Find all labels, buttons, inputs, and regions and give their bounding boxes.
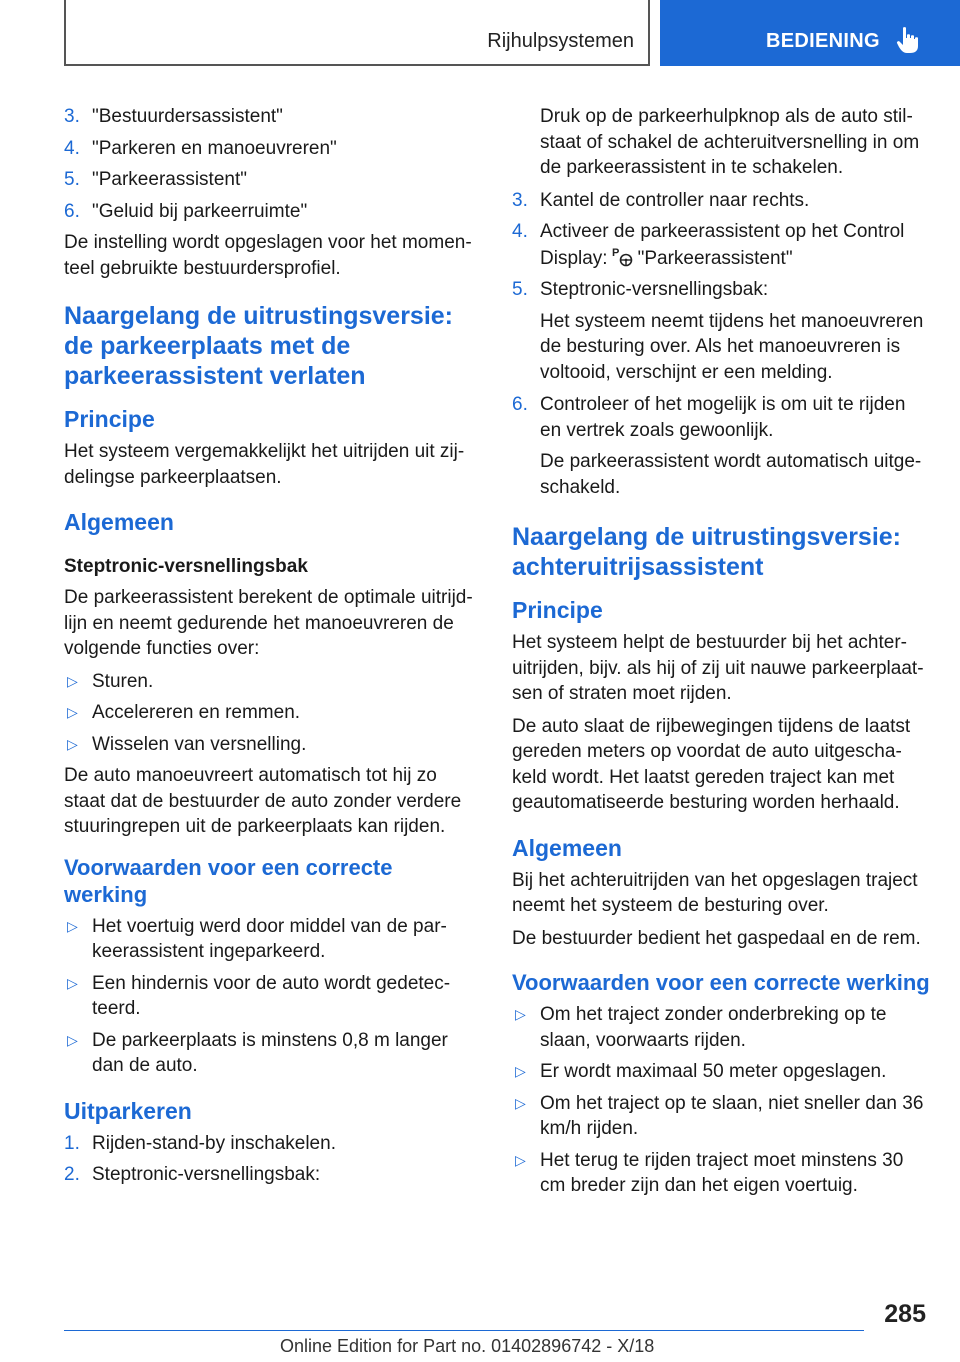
triangle-bullet-icon: ▷ [67, 704, 78, 720]
paragraph: Druk op de parkeerhulpknop als de auto stilstaat of schakel de achteruitversnelling in om de parkeerassistent in te schakelen. [540, 106, 920, 178]
header-section-tab [64, 0, 650, 66]
list-item: ▷ Om het traject zonder onderbreking op te slaan, voorwaarts rijden. [512, 1002, 930, 1053]
list-item: 5. Steptronic-versnellingsbak: [512, 279, 769, 300]
triangle-bullet-icon: ▷ [515, 1151, 526, 1168]
svg-text:P: P [611, 246, 619, 259]
list-item: 4. Activeer de parkeerassistent op het Control Display: P "Parkeerassistent" [512, 221, 905, 269]
subheading-principe: Principe [64, 406, 155, 432]
list-item: ▷ Er wordt maximaal 50 meter opgeslagen. [512, 1059, 930, 1085]
triangle-bullet-icon: ▷ [67, 735, 78, 752]
triangle-bullet-icon: ▷ [67, 917, 78, 934]
subheading-steptronic: Steptronic-versnellingsbak [64, 556, 308, 577]
triangle-bullet-icon: ▷ [515, 1063, 526, 1079]
list-item: ▷ Accelereren en remmen. [64, 700, 478, 726]
triangle-bullet-icon: ▷ [67, 672, 78, 689]
triangle-bullet-icon: ▷ [515, 1006, 526, 1022]
list-item: 2. Steptronic-versnellingsbak: [64, 1164, 321, 1185]
header-chapter-tab [660, 0, 960, 66]
list-item: ▷ Wisselen van versnelling. [64, 732, 478, 758]
list-item: ▷ Het voertuig werd door middel van de parkeerassistent ingeparkeerd. [64, 914, 478, 965]
list-item: ▷ Een hindernis voor de auto wordt gedetecteerd. [64, 971, 478, 1022]
list-item: ▷ Het terug te rijden traject moet minstens 30 cm breder zijn dan het eigen voertuig. [512, 1148, 930, 1199]
list-item: ▷ De parkeerplaats is minstens 0,8 m langer dan de auto. [64, 1028, 478, 1079]
subheading-principe: Principe [512, 597, 603, 623]
header-chapter-title: BEDIENING [766, 30, 880, 52]
paragraph: Het systeem neemt tijdens het manoeuvreren de besturing over. Als het manoeuvreren is voltooid, verschijnt er een melding. [540, 310, 924, 383]
paragraph: De parkeerassistent berekent de optimale uitrijdlijn en neemt gedurende het manoeuvreren de volgende functies over: [64, 587, 473, 659]
subheading-voorwaarden: Voorwaarden voor een correcte werking [512, 970, 930, 995]
list-item: 6. "Geluid bij parkeerruimte" [64, 200, 308, 222]
triangle-bullet-icon: ▷ [67, 1031, 78, 1048]
paragraph: De auto manoeuvreert automatisch tot hij zo staat dat de bestuurder de auto zonder verdere stuuringrepen uit de parkeerplaats kan rijden. [64, 765, 462, 837]
list-item: 3. "Bestuurdersassistent" [64, 106, 283, 127]
subheading-voorwaarden: Voorwaarden voor een correcte werking [64, 854, 393, 907]
paragraph: De parkeerassistent wordt automatisch uitgeschakeld. [540, 451, 922, 498]
paragraph: Het systeem vergemakkelijkt het uitrijden uit zijdelingse parkeerplaatsen. [64, 441, 465, 488]
paragraph: De instelling wordt opgeslagen voor het momenteel gebruikte bestuurdersprofiel. [64, 232, 472, 279]
list-item: ▷ Sturen. [64, 669, 478, 695]
list-item: 6. Controleer of het mogelijk is om uit te rijden en vertrek zoals gewoonlijk. [512, 394, 906, 441]
list-item: 3. Kantel de controller naar rechts. [512, 189, 810, 211]
triangle-bullet-icon: ▷ [515, 1094, 526, 1111]
list-item: 5. "Parkeerassistent" [64, 169, 247, 190]
pointing-hand-icon [896, 26, 920, 54]
section-heading: Naargelang de uitrustingsversie: achteruitrijsassistent [512, 523, 902, 581]
page-number: 285 [884, 1300, 926, 1328]
paragraph: Het systeem helpt de bestuurder bij het achteruitrijden, bijv. als hij of zij uit nauwe parkeerplaatsen of straten moet rijden. [512, 632, 924, 704]
footer-divider [64, 1330, 864, 1331]
parking-assistant-icon [612, 245, 634, 267]
section-heading: Naargelang de uitrustingsversie: de parkeerplaats met de parkeerassistent verlaten [64, 302, 454, 390]
list-item: 1. Rijden-stand-by inschakelen. [64, 1132, 336, 1154]
triangle-bullet-icon: ▷ [67, 974, 78, 991]
paragraph: De bestuurder bedient het gaspedaal en de rem. [512, 927, 921, 949]
list-item: 4. "Parkeren en manoeuvreren" [64, 137, 337, 159]
subheading-algemeen: Algemeen [64, 509, 174, 535]
paragraph: Bij het achteruitrijden van het opgeslagen traject neemt het systeem de besturing over. [512, 869, 918, 916]
right-column [512, 104, 930, 1205]
header-section-title: Rijhulpsystemen [487, 30, 634, 52]
footer-edition: Online Edition for Part no. 01402896742 - X/18 [280, 1336, 655, 1356]
left-column [64, 104, 478, 1194]
paragraph: De auto slaat de rijbewegingen tijdens de laatst gereden meters op voordat de auto uitgeschakeld wordt. Het laatst gereden traject kan met geautomatiseerde besturing worden herhaald. [512, 715, 911, 813]
subheading-algemeen: Algemeen [512, 834, 622, 861]
subheading-uitparkeren: Uitparkeren [64, 1097, 192, 1124]
list-item: ▷ Om het traject op te slaan, niet sneller dan 36 km/h rijden. [512, 1091, 930, 1142]
